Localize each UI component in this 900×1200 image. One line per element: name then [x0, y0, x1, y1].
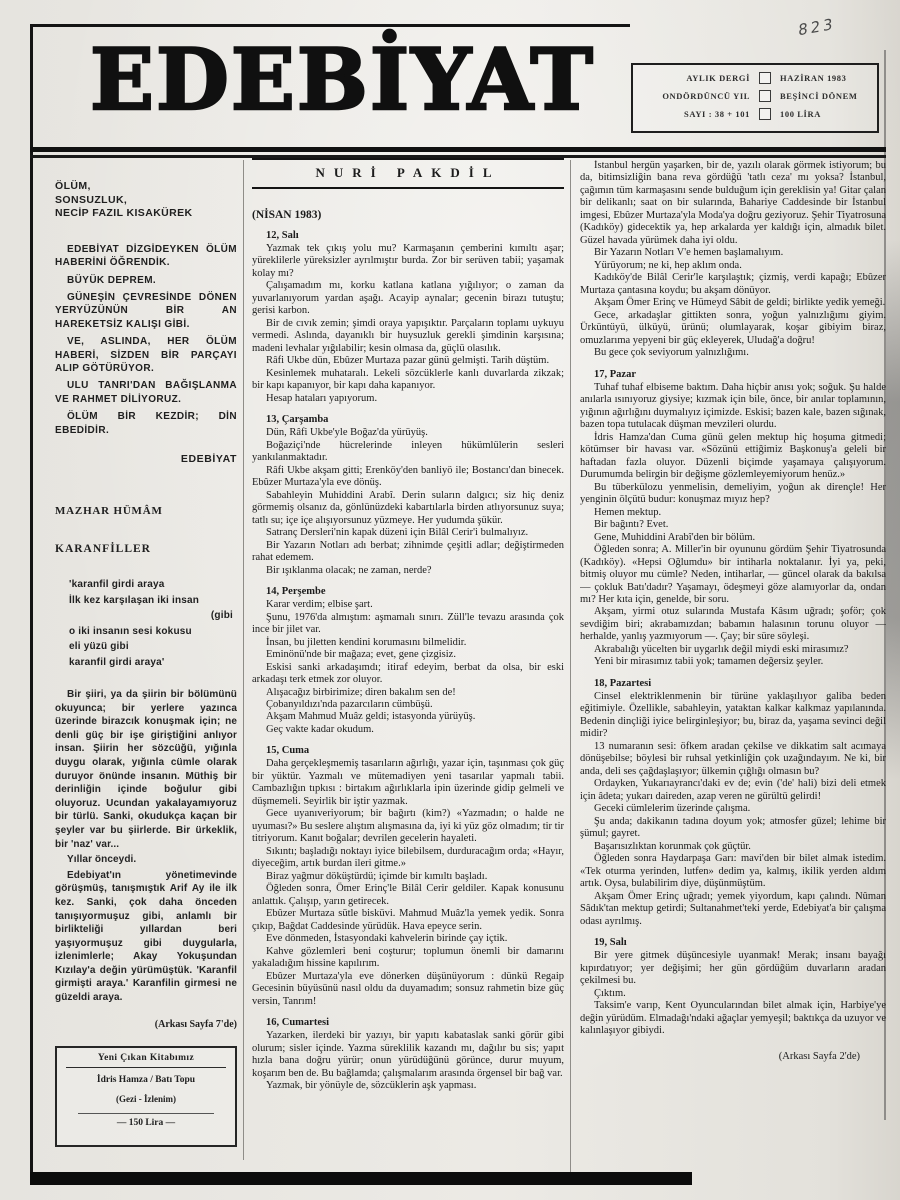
issue-value: HAZİRAN 1983: [780, 73, 847, 83]
paragraph: NECİP FAZIL KISAKÜREK: [55, 207, 193, 220]
paragraph: SONSUZLUK,: [55, 193, 128, 206]
issue-label: SAYI : 38 + 101: [684, 109, 750, 119]
diary-entries-middle: [252, 230, 564, 1093]
continuation-note-right: (Arkası Sayfa 2'de): [778, 1051, 860, 1063]
paragraph: Gene, Muhiddini Arabî'den bir bölüm.: [594, 531, 756, 543]
paragraph: İnsan, bu jiletten kendini korumasını bilmelidir.: [266, 636, 467, 648]
paragraph: Hemen mektup.: [594, 506, 662, 518]
paragraph: ÖLÜM BİR KEZDİR; DİN EBEDİDİR.: [55, 411, 237, 436]
page-border-top: [30, 24, 630, 27]
paragraph: Yeni bir mirasımız tabii yok; tamamen değersiz şeyler.: [594, 656, 824, 668]
poem-commentary: [55, 688, 237, 1005]
paragraph: Bir Yazarın Notları adı berbat; zihnimde çeşitli adlar; değiştirmeden rahat edemem.: [252, 539, 564, 564]
diary-entry-date: 14, Perşembe: [266, 586, 326, 598]
paragraph: Bir de cıvık zemin; şimdi oraya yapışıktır. Parçaların toplamı uykuyu vermedi. Aslında, dayanıklı bir huysuzluk gerekli şimdinin karşısına; madeni levhalar yığılabilir; kesin olmasa da, güçlü olasılık.: [252, 317, 564, 354]
poem-line: o iki insanın sesi kokusu: [69, 625, 192, 637]
poem-line: (gibi: [210, 610, 233, 621]
paragraph: Yazmak tek çıkış yolu mu? Karmaşanın çemberini kımıltı aşar; yüreklilerle yüreksizler ayrılmıştır burda. Zor bir serüven tabii; yaşamak kolay mı?: [252, 243, 564, 279]
paragraph: Râfi Ukbe akşam gitti; Erenköy'den banliyö ile; Bostancı'dan binecek. Ebûzer Murtaza'yla eve dönüş.: [252, 464, 564, 489]
poem-author: MAZHAR HÜMÂM: [55, 505, 163, 517]
diary-entry-date: 18, Pazartesi: [594, 677, 652, 689]
paragraph: Bir Yazarın Notları V'e hemen başlamalıyım.: [594, 247, 784, 259]
paragraph: Tuhaf tuhaf elbiseme baktım. Daha hiçbir anısı yok; soğuk. Şu halde anılarla ısınıyoruz giysiye; kızmak için bile, önce, bir anılar toplamının, yığının ağırlığını duymalıyız içimizde. Eskisi; bazen kale, bazen sığınak, bazen topa tutulacak düşman mevzileri olurdu.: [580, 381, 886, 431]
poem-quote: [69, 577, 237, 670]
paragraph: Öğleden sonra Haydarpaşa Garı: mavi'den bir bilet almak istedim. «Tek oturma yerinden, lutfen» dedim ya, kalmış, ikilik yerden aldım artık. Oysa, bulabilirim diye, düşünmüştüm.: [580, 853, 886, 890]
paragraph: ULU TANRI'DAN BAĞIŞLANMA VE RAHMET DİLİYORUZ.: [55, 380, 237, 405]
paragraph: Şu anda; dakikanın tadına doyum yok; atmosfer güzel; lehime bir şümul; gayret.: [580, 815, 886, 840]
paragraph: Başarısızlıktan korunmak çok güçtür.: [594, 840, 751, 852]
diary-entry-date: 16, Cumartesi: [266, 1017, 329, 1029]
paragraph: Yürüyorum; ne ki, hep aklım onda.: [594, 259, 742, 271]
issue-info-row: [642, 90, 868, 102]
page-border-left: [30, 24, 33, 1184]
paragraph: Hesap hataları yapıyorum.: [266, 392, 378, 404]
paragraph: Cinsel elektriklenmenin bir türüne yaklaşılıyor galiba beden eğitimiyle. Özellikle, sabahleyin, yataktan kalkar kalkmaz yapılanında. Bedenin dinçliği iyice belirginleşiyor; bu, biraz da, yaşama sevinci değil midir?: [580, 690, 886, 740]
poem-line: eli yüzü gibi: [69, 641, 129, 652]
issue-value: 100 LİRA: [780, 109, 821, 119]
column-divider-left: [243, 160, 244, 1160]
column-divider-right: [570, 160, 571, 1172]
issue-label: AYLIK DERGİ: [686, 73, 750, 83]
paragraph: Ebûzer Murtaza'yla eve dönerken düşünüyorum : dünkü Regaip Gecesinin büyüsünü nasıl oldu da duyamadım; sonsuz rahmetin bize güç versin, Tanrım!: [252, 970, 564, 1007]
obituary-title: [55, 180, 237, 221]
diary-entry-date: 13, Çarşamba: [266, 414, 329, 426]
handwritten-page-number: 823: [797, 14, 836, 40]
paragraph: Akşam, yirmi otuz sularında Mustafa Kâsım uğradı; şoför; çok sevdiğim biri; akrabamızdan; babamın halasının torunu oluyor — herhalde, yanlış yazmıyorum —. Çay; bir süre söyleşi.: [580, 606, 886, 643]
right-column: [580, 160, 886, 1172]
paragraph: Geceki cümlelerim üzerinde çalışma.: [594, 803, 751, 815]
book-ad-price: — 150 Lira —: [78, 1113, 214, 1128]
book-ad-box: [55, 1046, 237, 1147]
issue-value: BEŞİNCİ DÖNEM: [780, 91, 858, 101]
issue-info-box: [631, 63, 879, 133]
diary-entry-date: 15, Cuma: [266, 745, 310, 757]
paragraph: Çıktım.: [594, 987, 626, 999]
masthead-title: EDEBİYAT: [90, 30, 595, 129]
paragraph: Akşam Ömer Erinç ve Hümeyd Sâbit de geldi; birlikte yedik yemeği.: [594, 297, 886, 309]
poem-line: karanfil girdi araya': [69, 656, 165, 668]
paragraph: Bir şiiri, ya da şiirin bir bölümünü okuyunca; bir yerlere yazınca üzerinde birazcık konuşmak için; ne denli güç bir işe giriştiğini anlıyor insan. Şiirin her sözcüğü, yığınla duygu olarak, yığınla cümle olarak duruyor önünde insanın. Müthiş bir derinliğin içinde boğulur gibi oluyoruz. Ucundan yakalayamıyoruz bir türlü. Sanki, okudukça kaçan bir şeyler var bu şiirlerde. Bir ürkeklik, bir 'naz' var...: [55, 689, 237, 850]
middle-column: [252, 158, 564, 1174]
poem-title: KARANFİLLER: [55, 543, 151, 555]
paragraph: ÖLÜM,: [55, 180, 91, 192]
paragraph: Çalışamadım mı, korku katlana katlana yığılıyor; o zaman da yuvarlanıyorum yardan aşağı. Acayip aynalar; gecenin birazı tutuştu; gerisi karbon.: [252, 280, 564, 317]
continuation-note-left: (Arkası Sayfa 7'de): [154, 1018, 237, 1030]
paragraph: Râfi Ukbe dün, Ebûzer Murtaza pazar günü gelmişti. Tarih düştüm.: [266, 355, 550, 367]
poem-line: 'karanfil girdi araya: [69, 579, 165, 590]
paragraph: Biraz yağmur döküştürdü; içimde bir kımıltı başladı.: [266, 870, 488, 882]
paragraph: Sabahleyin Muhiddini Arabî. Derin suların dalgıcı; siz hiç deniz görmemiş olsanız da, gönlünüzdeki kabartılarla birden atlıyorsunuz suya; tatlı su; içe içe alışıyorsunuz yüzmeye. Her yudumda şükür.: [252, 489, 564, 526]
paragraph: Alışacağız birbirimize; diren bakalım sen de!: [266, 686, 456, 698]
paragraph: Bu gece çok seviyorum yalnızlığımı.: [594, 347, 749, 359]
scan-smudge: [886, 240, 900, 780]
paragraph: Yazarken, ilerdeki bir yazıyı, bir yapıtı kabataslak sanki görür gibi olurum; sisler içinde. Yazma süreklilik kazandı mı, dağılır bu sis; yapıt hızla bana doğru yürür; onun yürüdüğünü görünce, durur muyum, koşarım ben de. Bu bağlamda; çalışmalarım arasında örgensel bir bağ var.: [252, 1030, 564, 1079]
paragraph: Edebiyat'ın yönetimevinde görüşmüş, tanışmıştık Arif Ay ile ilk kez. Sanki, çok daha önceden tanışıyormuşuz gibi, anlamlı bir birlikteliği yıllardan beri yaşıyormuşuz gibi duygularla, izlenimlerle; Akay Yokuşundan Kızılay'a değin yürümüştük. 'Karanfil girmişti araya.' Karanfilin girmesi ne güzeldi araya.: [55, 869, 237, 1004]
book-ad-header: Yeni Çıkan Kitabımız: [66, 1053, 226, 1068]
paragraph: Geç vakte kadar okudum.: [266, 723, 374, 735]
paragraph: Eminönü'nde bir mağaza; evet, gene çizgisiz.: [266, 649, 456, 661]
paragraph: Gece uyanıveriyorum; bir bağırtı (kim?) «Yazmadın; o halde ne uyuması?» Bu seslere alıştım alışmasına da, iyi ki yüz göz olmadım; tir tir titriyorum. Kanıt boğalar; devrilen gecelerin hayaleti.: [252, 808, 564, 845]
paragraph: Yazmak, bir yönüyle de, sözcüklerin aşk yapması.: [266, 1080, 477, 1092]
paragraph: Öğleden sonra; A. Miller'in bir oyununu gördüm Şehir Tiyatrosunda (Kadıköy). «Hepsi Oğlumdu» bir intiharla noktalanır. İyi ya, peki, bitmiş oluyor mu cümle? Neden, intiharlar, — güncel olarak da bakılsa — çokluk Batı'dadır? Yaşamayı, ödeşmeyi göze alamıyorlar da, ondan mı? Her kıta için, genelde, bir soru.: [580, 544, 886, 605]
paragraph: Dün, Râfi Ukbe'yle Boğaz'da yürüyüş.: [266, 427, 428, 439]
paragraph: Sıkıntı; başladığı noktayı iyice bilebilsem, durduracağım orda; «Hayır, diyeceğim, artık burdan ileri gitme.»: [252, 845, 564, 870]
paragraph: Yıllar önceydi.: [67, 854, 137, 866]
paragraph: Boğaziçi'nde hücrelerinde inleyen hükümlülerin sesleri yankılanmaktadır.: [252, 439, 564, 464]
paragraph: Bir ışıklanma olacak; ne zaman, nerde?: [266, 564, 432, 576]
obituary-signature: EDEBİYAT: [180, 453, 237, 465]
paragraph: Bu tüberkülozu yenmelisin, demeliyim, yoğun ak dirençle! Her yenginin ölçütü budur: konuşmaz mıyız hep?: [580, 481, 886, 506]
diary-entries-right: [580, 369, 886, 1038]
paragraph: Ordayken, Yukarıayrancı'daki ev de; evin ('de' hali) bizi deli etmek için âdeta; yukarı daireden, azap veren ne gürültü gelirdi!: [580, 778, 886, 802]
obituary-body: [55, 243, 237, 437]
diary-entry-date: 12, Salı: [266, 230, 299, 241]
book-ad-subtitle: (Gezi - İzlenim): [116, 1094, 176, 1105]
paragraph: Kahve gözlemleri beni coşturur; toplumun önemli bir damarını yakaladığım hissine kapılırım.: [252, 945, 564, 970]
left-column: [55, 180, 237, 1168]
paragraph: GÜNEŞİN ÇEVRESİNDE DÖNEN YERYÜZÜNÜN BİR AN HAREKETSİZ KALIŞI GİBİ.: [55, 292, 237, 330]
paragraph: Daha gerçekleşmemiş tasarıların ağırlığı, yazar için, taşınması çok güç bir yüktür. Yazmalı ve mütemadiyen yeni tasarılar yapmalı tabii. Cambazlığın tıpkısı : birtakım ağırlıklarla ipin üzerinde gidip gelmeli ve düşmemeli. Seyirlik bir iştir yazmak.: [252, 758, 564, 807]
paragraph: Ebûzer Murtaza sütle bisküvi. Mahmud Muâz'la yemek yedik. Sonra çıkıp, Bağdat Caddesinde yürüdük. Hava epeyce serin.: [252, 908, 564, 932]
paragraph: Akşam Mahmud Muâz geldi; istasyonda yürüyüş.: [266, 711, 476, 723]
paragraph: Akşam Ömer Erinç uğradı; yemek yiyordum, kapı çalındı. Nûman Sâdık'tan mektup getirdi; Sultanahmet'teki yerde, Edebiyat'a bir çalışma odası ayrılmış.: [580, 890, 886, 927]
checkbox-icon: [759, 108, 771, 120]
masthead-rule-thick: [30, 147, 886, 152]
paragraph: İdris Hamza'dan Cuma günü gelen mektup hiç hoşuma gitmedi; kötümser bir havası var. «Sözünü ettiğimiz Başkonuş'a geleli bir haftadan fazla oluyor. Düzenli biçimde yaşamaya çalışıyorum. Durumumda belirgin bir değişme gözlemleyemiyorum henüz.»: [580, 431, 886, 481]
paragraph: Karar verdim; elbise şart.: [266, 599, 373, 611]
paragraph: Bir bağıntı? Evet.: [594, 519, 669, 531]
issue-label: ONDÖRDÜNCÜ YIL: [662, 91, 750, 101]
paragraph: Eskisi sanki arkadaşımdı; itiraf edeyim, berbat da olsa, bir eski arkadaşı terk etmek zor oluyor.: [252, 661, 564, 686]
paragraph: Kadıköy'de Bilâl Cerir'le karşılaştık; çizmiş, verdi kapağı; Ebûzer Murtaza çantasına koydu; bu akşam dönüyor.: [580, 272, 886, 296]
diary-lead-paragraphs: [580, 160, 886, 360]
paragraph: Bir yere gitmek düşüncesiyle uyanmak! Merak; insanı bayağı kıpırdatıyor; yer değişimi; her gün gördüğüm duvarların aradan çekilmesi bu.: [580, 950, 886, 987]
article-author-header: NURİ PAKDİL: [252, 158, 564, 189]
paragraph: EDEBİYAT DİZGİDEYKEN ÖLÜM HABERİNİ ÖĞRENDİK.: [55, 243, 237, 269]
poem-line: İlk kez karşılaşan iki insan: [69, 594, 200, 606]
article-dateline: (NİSAN 1983): [252, 209, 322, 221]
paragraph: Çobanyıldızı'nda pazarcıların cümbüşü.: [266, 698, 433, 710]
diary-entry-date: 17, Pazar: [594, 368, 636, 380]
book-ad-title: İdris Hamza / Batı Topu: [96, 1074, 196, 1085]
paragraph: VE, ASLINDA, HER ÖLÜM HABERİ, SİZDEN BİR PARÇAYI ALIP GÖTÜRÜYOR.: [55, 336, 237, 375]
paragraph: Satranç Dersleri'nin kapak düzeni için Bilâl Cerir'i bulmalıyız.: [266, 527, 529, 539]
paragraph: BÜYÜK DEPREM.: [67, 274, 157, 286]
issue-info-row: [642, 108, 868, 120]
paragraph: Öğleden sonra, Ömer Erinç'le Bilâl Cerir geldiler. Kapak konusunu anlattık. Çalışıp, yarın getirecek.: [252, 883, 564, 907]
poem-section: [55, 505, 237, 1030]
paragraph: 13 numaranın sesi: öfkem aradan çekilse ve dikkatim salt acımaya dönüşebilse; böylesi bir ruhsal yetkinliğin çok uzağındayım. Ne ki, bir anda, deli ses çağdaşlaşıyor; ülkemin çığlığı olmasın bu?: [580, 740, 886, 777]
diary-entry-date: 19, Salı: [594, 937, 627, 949]
paragraph: Gece, arkadaşlar gittikten sonra, yoğun yalnızlığımı giyim. Ürküntüyü, ülküyü, ürünü; olumlayarak, koşar gibiyim biraz, omuzlarıma yepyeni bir güç ekleyerek, Uludağ'a doğru!: [580, 309, 886, 346]
checkbox-icon: [759, 72, 771, 84]
paragraph: Eve dönmeden, İstasyondaki kahvelerin birinde çay içtik.: [266, 933, 508, 945]
issue-info-row: [642, 72, 868, 84]
checkbox-icon: [759, 90, 771, 102]
paragraph: Kesinlemek muhataralı. Lekeli sözcüklerle kanlı duvarlarda zikzak; bir kapı kapanıyor, bir kapı daha kapanıyor.: [252, 367, 564, 392]
paragraph: İstanbul hergün yaşarken, bir de, yazılı olarak görmek istiyorum; bu da, bitimsizliğin bana reva gördüğü 'tatlı ceza' mı yoksa? İstanbul, çağımın tüm karmaşasını sende bulduğum için gereklisin ya! Gitar çalan bir delikanlı; saat on bir sularında, Bahariye Caddesinde bir İstanbul imgesi, Ebûzer Murtaza'yla Moda'ya doğru geziyoruz. Şehir Tiyatrosuna (Kadıköy) gidecektik ya, hep arkalarda yer kaldığı için, almadık bilet. Güzel havada yürümek daha iyi oldu.: [580, 160, 886, 246]
paragraph: Taksim'e varıp, Kent Oyuncularından bilet almak için, Harbiye'ye değin yürüdüm. Elmadağı'ndaki ağaçlar yemyeşil; baktıkça da uzuyor ve kalınlaşıyor gibiydi.: [580, 1000, 886, 1036]
paragraph: Akrabalığı yücelten bir uygarlık değil miydi eski mirasımız?: [594, 643, 849, 655]
paragraph: Şunu, 1976'da almıştım: aşmamalı sınırı. Züll'le tevazu arasında çok ince bir jilet var.: [252, 611, 564, 636]
